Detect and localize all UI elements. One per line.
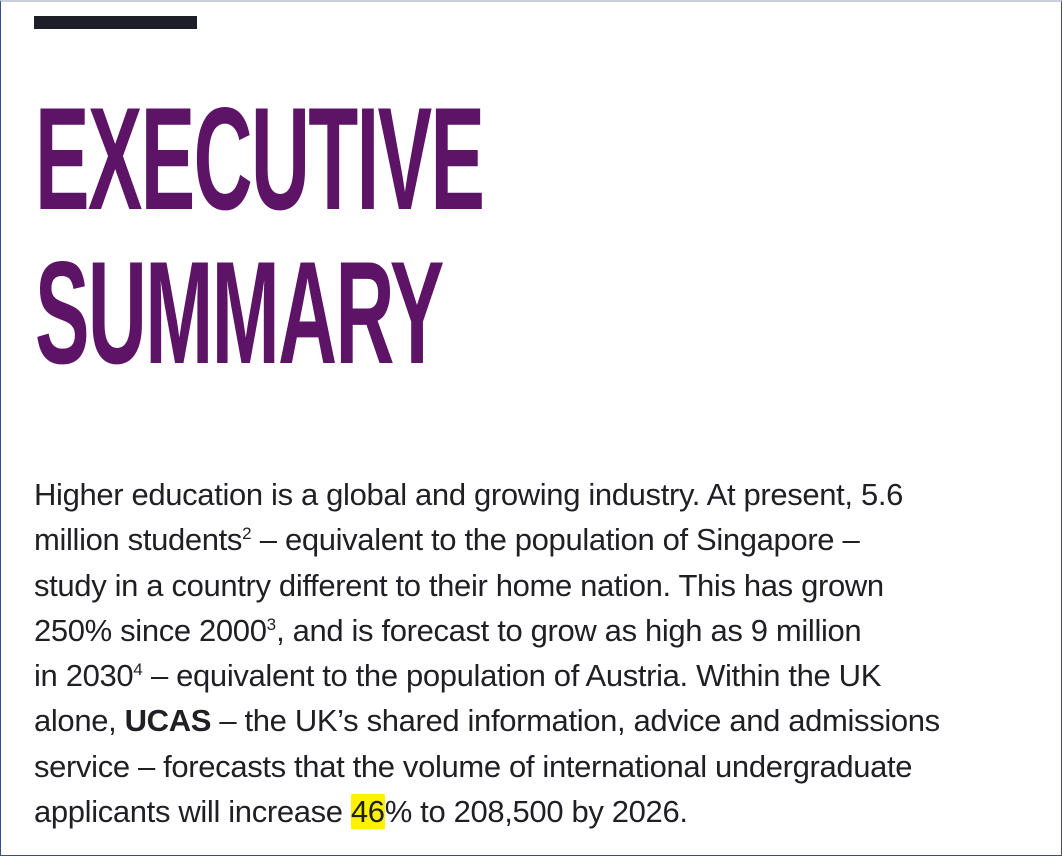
text-run: – the UK’s shared information, advice and admissions <box>211 703 940 739</box>
text-run: in 2030 <box>34 658 134 694</box>
paragraph-line <box>34 517 1046 562</box>
paragraph-line <box>34 789 1046 834</box>
text-run: service – forecasts that the volume of international undergraduate <box>34 748 913 784</box>
paragraph-line <box>34 698 1046 743</box>
paragraph-line <box>34 472 1046 517</box>
highlighted-figure: 46 <box>350 794 385 830</box>
text-run: 250% since 2000 <box>34 612 267 648</box>
title-line-2: SUMMARY <box>35 231 443 394</box>
footnote-ref: 2 <box>242 524 252 544</box>
footnote-ref: 4 <box>133 660 143 680</box>
text-run: million students <box>34 522 243 558</box>
paragraph-line <box>34 608 1046 653</box>
text-run: – equivalent to the population of Austria. Within the UK <box>142 658 882 694</box>
footnote-ref: 3 <box>266 614 277 634</box>
text-run: % to 208,500 by 2026. <box>384 794 688 830</box>
text-run: alone, <box>34 703 125 739</box>
text-run: study in a country different to their home nation. This has grown <box>34 567 884 603</box>
paragraph-line <box>34 563 1046 608</box>
text-run: Higher education is a global and growing industry. At present, 5.6 <box>34 477 903 512</box>
text-run: , and is forecast to grow as high as 9 million <box>276 612 862 648</box>
organization-name: UCAS <box>124 703 212 739</box>
text-run: – equivalent to the population of Singapore – <box>251 522 860 558</box>
title-line-1: EXECUTIVE <box>35 77 484 240</box>
page-title <box>35 77 836 394</box>
paragraph-line <box>34 744 1046 789</box>
text-run: applicants will increase <box>34 794 351 830</box>
decorative-rule <box>34 16 197 29</box>
summary-paragraph <box>34 472 1046 834</box>
paragraph-line <box>34 653 1046 698</box>
